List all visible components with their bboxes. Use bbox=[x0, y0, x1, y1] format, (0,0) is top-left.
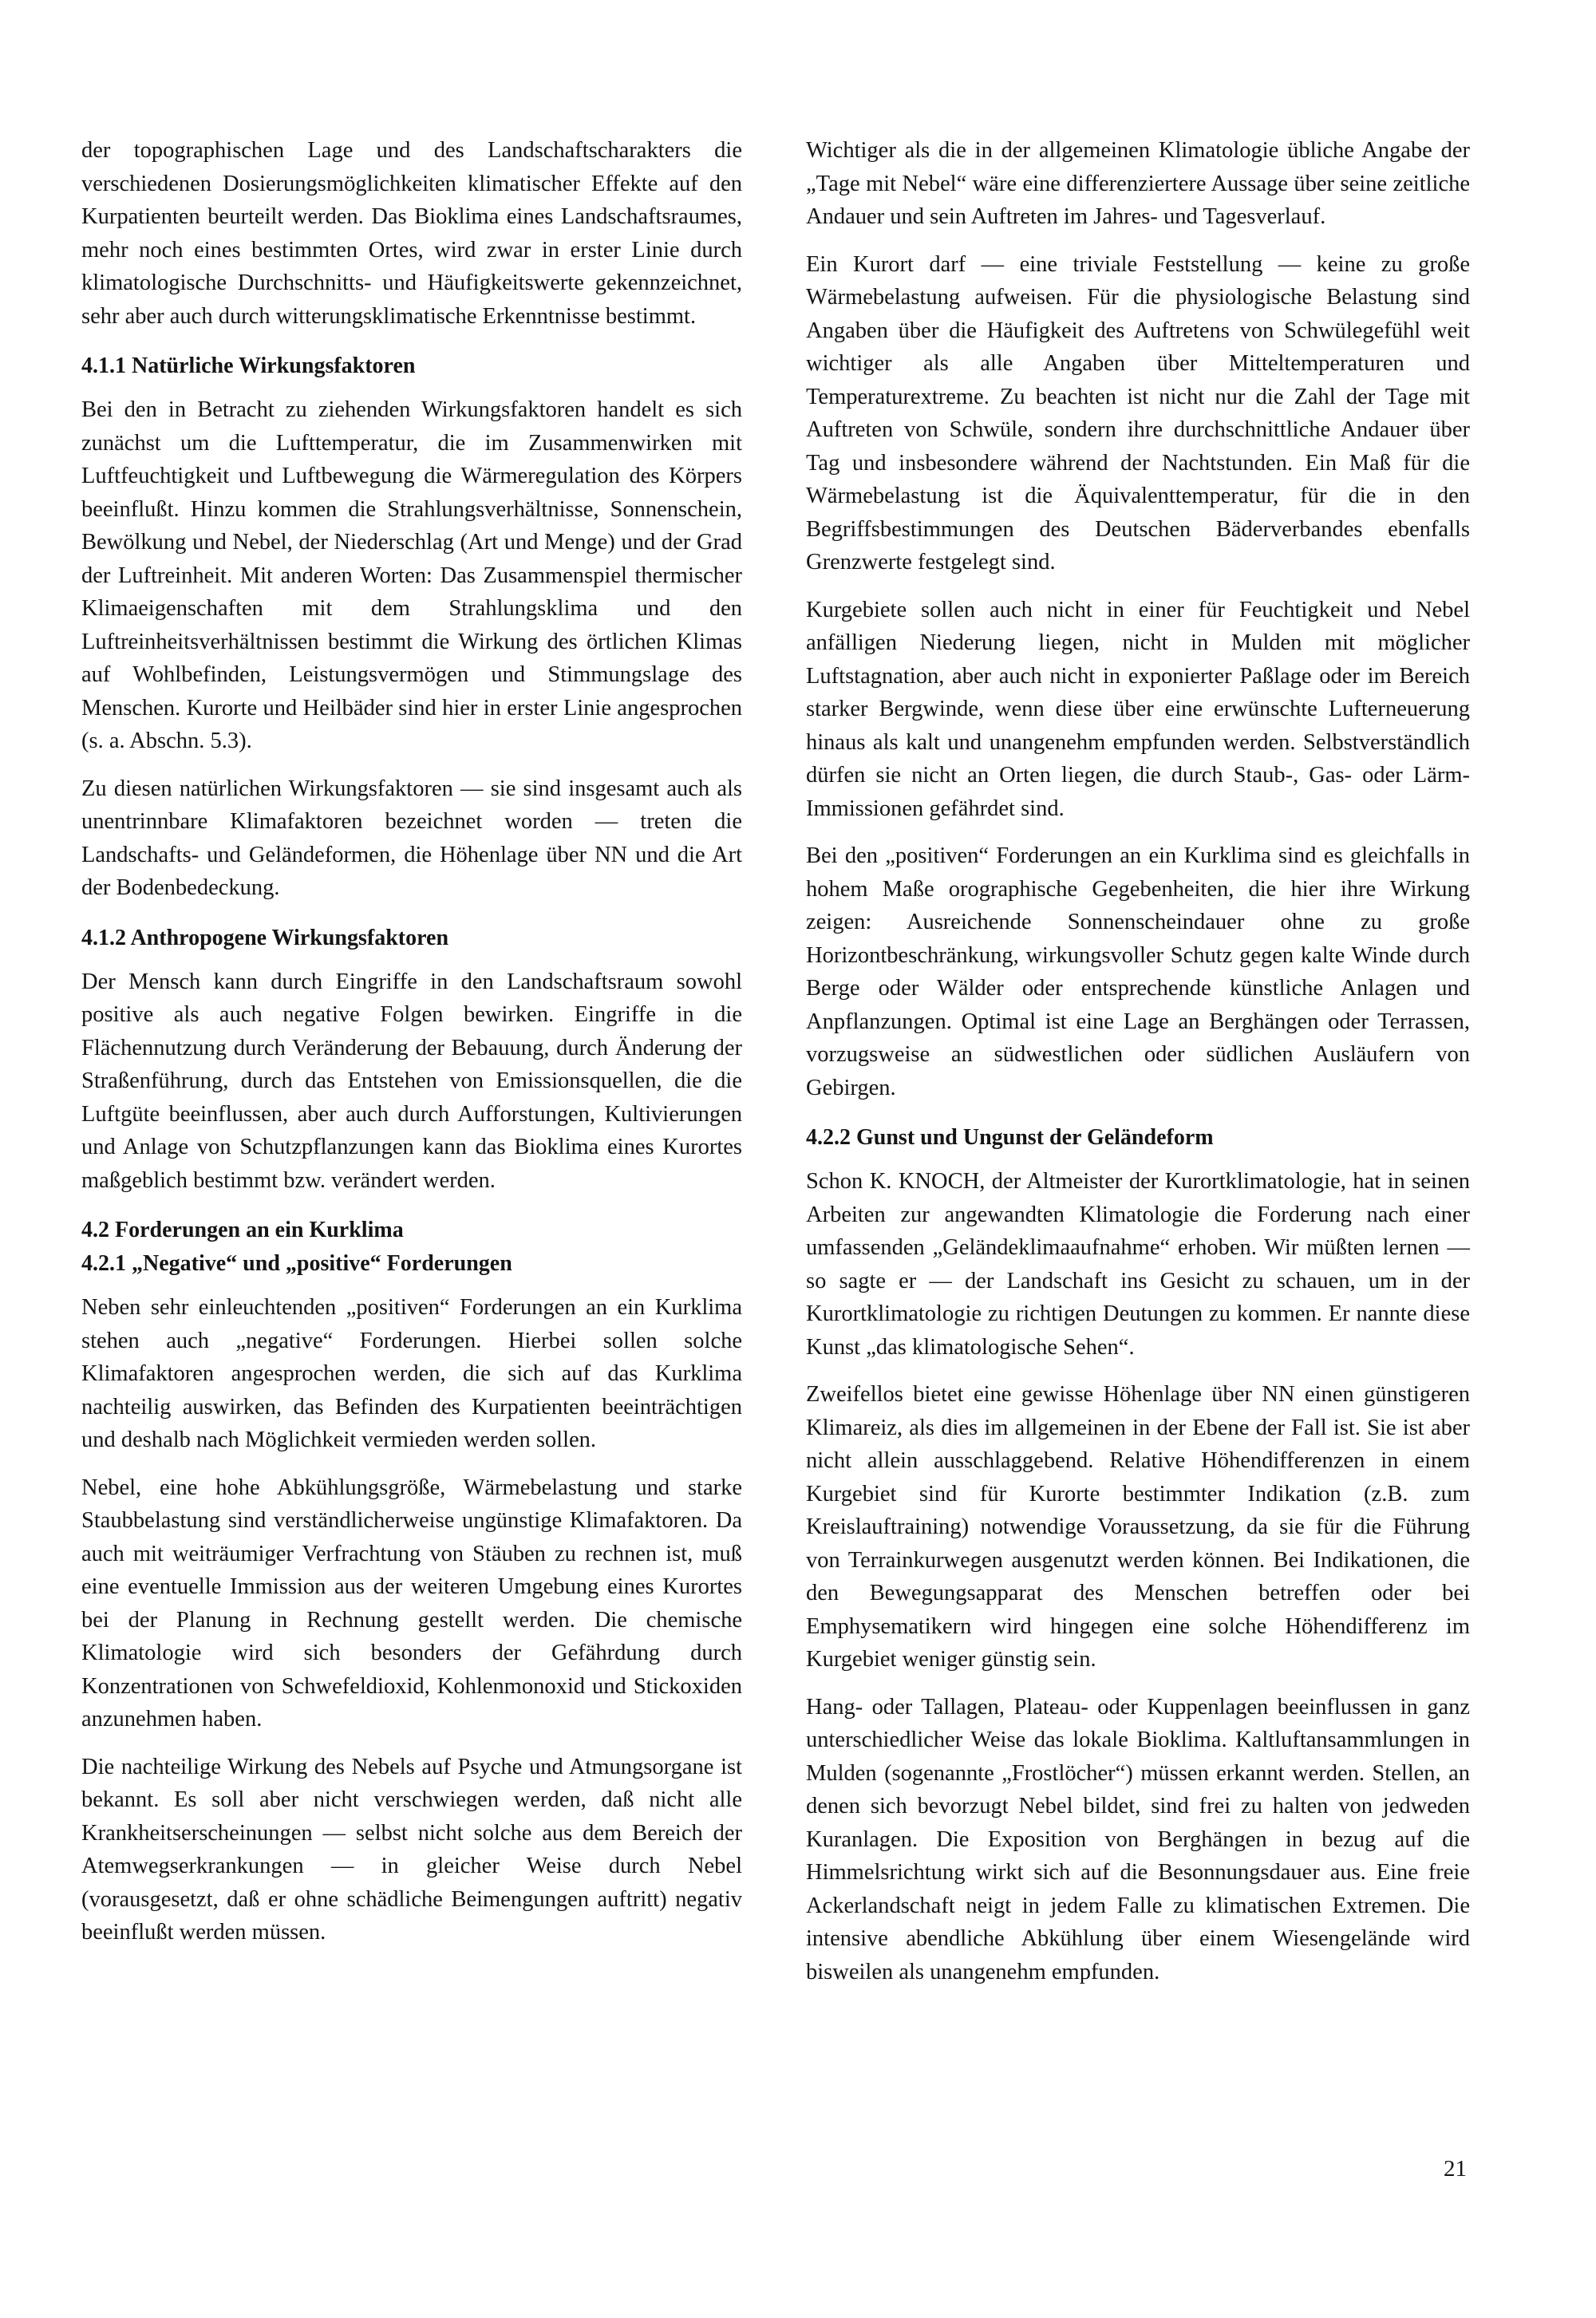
paragraph: Zu diesen natürlichen Wirkungsfaktoren — sie sind insgesamt auch als unentrinnbare Klimafaktoren bezeichnet worden — treten die Landschafts- und Geländeformen, die Höhenlage über NN und die Art der Bodenbedeckung. bbox=[81, 776, 742, 900]
paragraph: Die nachteilige Wirkung des Nebels auf Psyche und Atmungsorgane ist bekannt. Es soll aber nicht verschwiegen werden, daß nicht alle Krankheitserscheinungen — selbst nicht solche aus dem Bereich der Atemwegserkrankungen — in gleicher Weise durch Nebel (vorausgesetzt, daß er ohne schädliche Beimengungen auftritt) negativ beeinflußt werden müssen. bbox=[81, 1754, 742, 1945]
paragraph: Nebel, eine hohe Abkühlungsgröße, Wärmebelastung und starke Staubbelastung sind verständlicherweise ungünstige Klimafaktoren. Da auch mit weiträumiger Verfrachtung von Stäuben zu rechnen ist, muß eine eventuelle Immission aus der weiteren Umgebung eines Kurortes bei der Planung in Rechnung gestellt werden. Die chemische Klimatologie wird sich besonders der Gefährdung durch Konzentrationen von Schwefeldioxid, Kohlenmonoxid und Stickoxiden anzunehmen haben. bbox=[81, 1475, 742, 1732]
paragraph: Ein Kurort darf — eine triviale Feststellung — keine zu große Wärmebelastung aufweisen. Für die physiologische Belastung sind Angaben über die Häufigkeit des Auftretens von Schwülegefühl weit wichtiger als alle Angaben über Mitteltemperaturen und Temperaturextreme. Zu beachten ist nicht nur die Zahl der Tage mit Auftreten von Schwüle, sondern ihre durchschnittliche Andauer über Tag und insbesondere während der Nachtstunden. Ein Maß für die Wärmebelastung ist die Äquivalenttemperatur, für die in den Begriffsbestimmungen des Deutschen Bäderverbandes ebenfalls Grenzwerte festgelegt sind. bbox=[806, 251, 1470, 575]
right-column bbox=[806, 134, 1470, 2003]
paragraph: Der Mensch kann durch Eingriffe in den Landschaftsraum sowohl positive als auch negative Folgen bewirken. Eingriffe in die Flächennutzung durch Veränderung der Bebauung, durch Änderung der Straßenführung, durch das Entstehen von Emissionsquellen, die die Luftgüte beeinflussen, aber auch durch Aufforstungen, Kultivierungen und Anlage von Schutzpflanzungen kann das Bioklima eines Kurortes maßgeblich bestimmt bzw. verändert werden. bbox=[81, 969, 742, 1193]
section-heading-4-1-2: 4.1.2 Anthropogene Wirkungsfaktoren bbox=[81, 925, 449, 950]
paragraph: Hang- oder Tallagen, Plateau- oder Kuppenlagen beeinflussen in ganz unterschiedlicher Weise das lokale Bioklima. Kaltluftansammlungen in Mulden (sogenannte „Frostlöcher“) müssen erkannt werden. Stellen, an denen sich bevorzugt Nebel bildet, sind frei zu halten von jedweden Kuranlagen. Die Exposition von Berghängen in bezug auf die Himmelsrichtung wirkt sich auf die Besonnungsdauer aus. Eine freie Ackerlandschaft neigt in jedem Falle zu klimatischen Extremen. Die intensive abendliche Abkühlung über einem Wiesengelände wird bisweilen als unangenehm empfunden. bbox=[806, 1694, 1470, 1984]
paragraph: Schon K. KNOCH, der Altmeister der Kurortklimatologie, hat in seinen Arbeiten zur angewandten Klimatologie die Forderung nach einer umfassenden „Geländeklimaaufnahme“ erhoben. Wir müßten lernen — so sagte er — der Landschaft ins Gesicht zu schauen, um in der Kurortklimatologie zu richtigen Deutungen zu kommen. Er nannte diese Kunst „das klimatologische Sehen“. bbox=[806, 1169, 1470, 1360]
paragraph: Bei den „positiven“ Forderungen an ein Kurklima sind es gleichfalls in hohem Maße orographische Gegebenheiten, die hier ihre Wirkung zeigen: Ausreichende Sonnenscheindauer ohne zu große Horizontbeschränkung, wirkungsvoller Schutz gegen kalte Winde durch Berge oder Wälder oder entsprechende künstliche Anlagen und Anpflanzungen. Optimal ist eine Lage an Berghängen oder Terrassen, vorzugsweise an südwestlichen oder südlichen Ausläufern von Gebirgen. bbox=[806, 843, 1470, 1100]
section-heading-4-2-2: 4.2.2 Gunst und Ungunst der Geländeform bbox=[806, 1125, 1214, 1150]
paragraph: Bei den in Betracht zu ziehenden Wirkungsfaktoren handelt es sich zunächst um die Lufttemperatur, die im Zusammenwirken mit Luftfeuchtigkeit und Luftbewegung die Wärmeregulation des Körpers beeinflußt. Hinzu kommen die Strahlungsverhältnisse, Sonnenschein, Bewölkung und Nebel, der Niederschlag (Art und Menge) und der Grad der Luftreinheit. Mit anderen Worten: Das Zusammenspiel thermischer Klimaeigenschaften mit dem Strahlungsklima und den Luftreinheitsverhältnissen bestimmt die Wirkung des örtlichen Klimas auf Wohlbefinden, Leistungsvermögen und Stimmungslage des Menschen. Kurorte und Heilbäder sind hier in erster Linie angesprochen (s. a. Abschn. 5.3). bbox=[81, 397, 742, 753]
left-column bbox=[81, 134, 742, 1964]
section-heading-4-2-1: 4.2.1 „Negative“ und „positive“ Forderungen bbox=[81, 1251, 512, 1276]
section-heading-4-1-1: 4.1.1 Natürliche Wirkungsfaktoren bbox=[81, 353, 416, 378]
page-number: 21 bbox=[1444, 2156, 1467, 2182]
paragraph: Neben sehr einleuchtenden „positiven“ Forderungen an ein Kurklima stehen auch „negative“ Forderungen. Hierbei sollen solche Klimafaktoren angesprochen werden, die sich auf das Kurklima nachteilig auswirken, das Befinden des Kurpatienten beeinträchtigen und deshalb nach Möglichkeit vermieden werden sollen. bbox=[81, 1295, 742, 1452]
section-heading-4-2: 4.2 Forderungen an ein Kurklima bbox=[81, 1218, 404, 1242]
paragraph: Kurgebiete sollen auch nicht in einer für Feuchtigkeit und Nebel anfälligen Niederung liegen, nicht in Mulden mit möglicher Luftstagnation, aber auch nicht in exponierter Paßlage oder im Bereich starker Bergwinde, wenn diese über eine erwünschte Lufterneuerung hinaus als kalt und unangenehm empfunden werden. Selbstverständlich dürfen sie nicht an Orten liegen, die durch Staub-, Gas- oder Lärm-Immissionen gefährdet sind. bbox=[806, 597, 1470, 821]
paragraph: Wichtiger als die in der allgemeinen Klimatologie übliche Angabe der „Tage mit Nebel“ wäre eine differenziertere Aussage über seine zeitliche Andauer und sein Auftreten im Jahres- und Tagesverlauf. bbox=[806, 138, 1470, 229]
paragraph: Zweifellos bietet eine gewisse Höhenlage über NN einen günstigeren Klimareiz, als dies im allgemeinen in der Ebene der Fall ist. Sie ist aber nicht allein ausschlaggebend. Relative Höhendifferenzen in einem Kurgebiet sind für Kurorte bestimmter Indikation (z.B. zum Kreislauftraining) notwendige Voraussetzung, da sie für die Führung von Terrainkurwegen ausgenutzt werden können. Bei Indikationen, die den Bewegungsapparat des Menschen betreffen oder bei Emphysematikern wird hingegen eine solche Höhendifferenz im Kurgebiet weniger günstig sein. bbox=[806, 1382, 1470, 1672]
paragraph: der topographischen Lage und des Landschaftscharakters die verschiedenen Dosierungsmöglichkeiten klimatischer Effekte auf den Kurpatienten beurteilt werden. Das Bioklima eines Landschaftsraumes, mehr noch eines bestimmten Ortes, wird zwar in erster Linie durch klimatologische Durchschnitts- und Häufigkeitswerte gekennzeichnet, sehr aber auch durch witterungsklimatische Erkenntnisse bestimmt. bbox=[81, 138, 742, 329]
